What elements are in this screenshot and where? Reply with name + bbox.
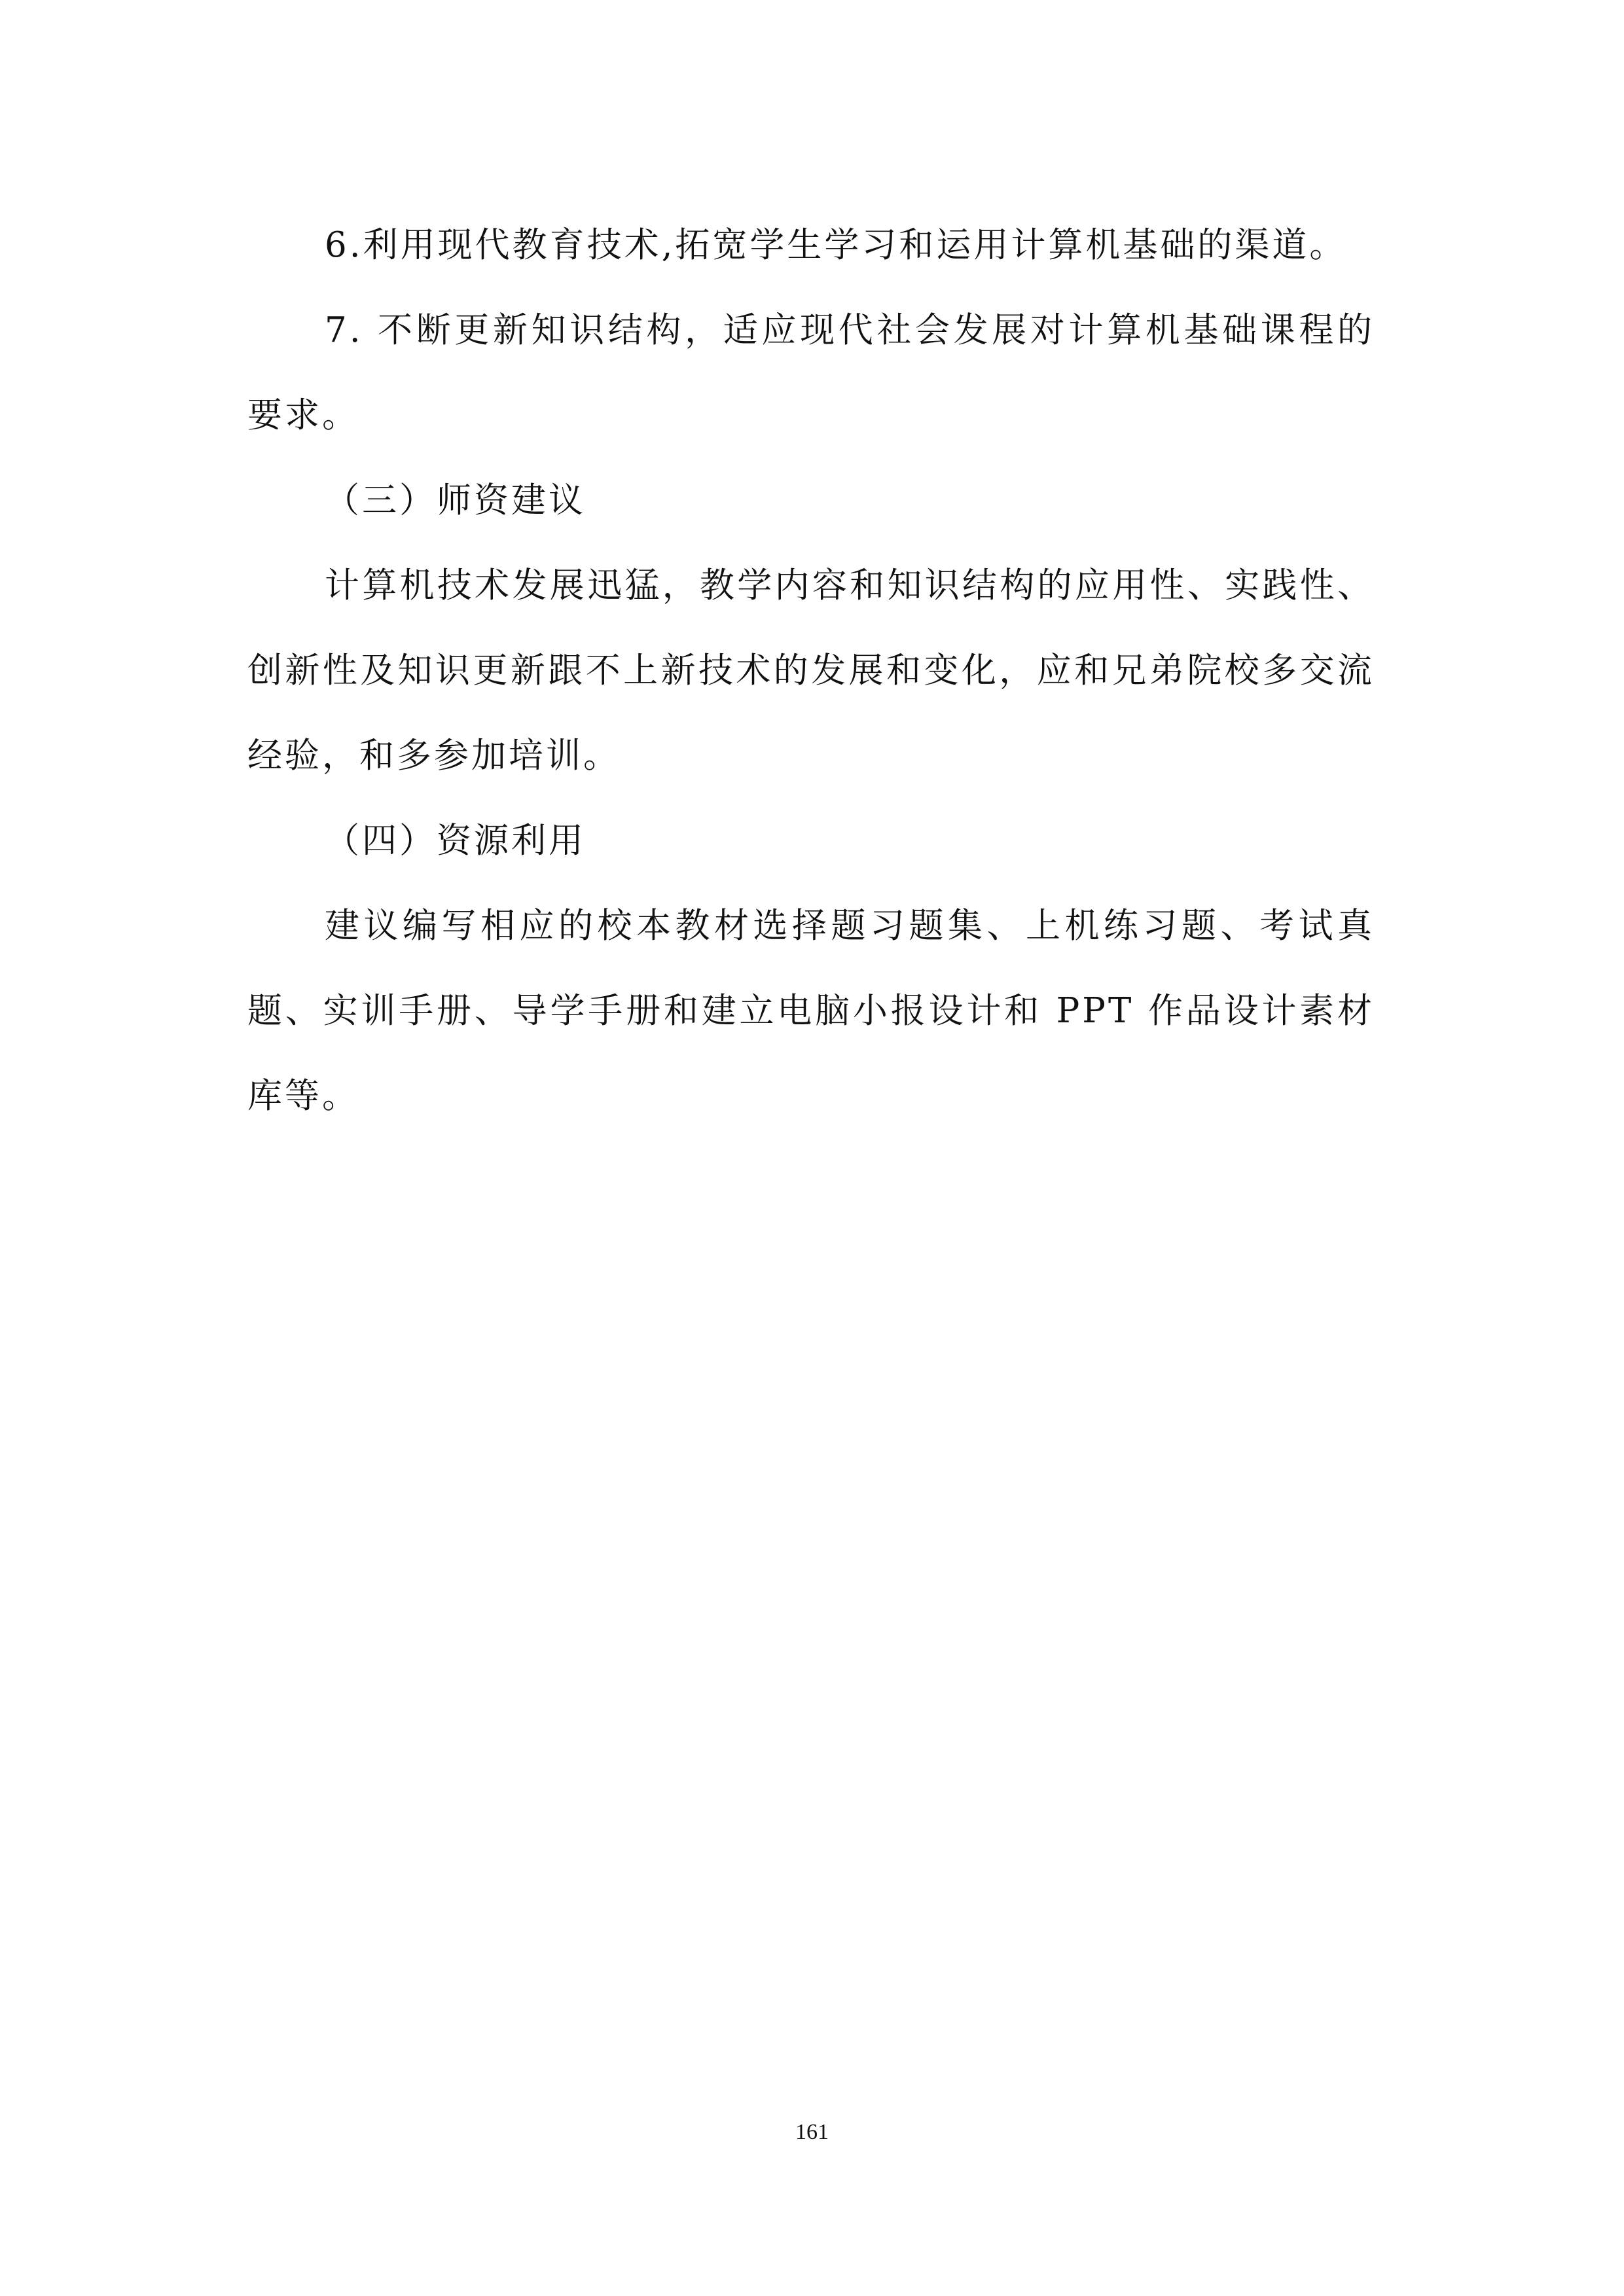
paragraph-resources: 建议编写相应的校本教材选择题习题集、上机练习题、考试真题、实训手册、导学手册和建立电脑小报设计和 PPT 作品设计素材库等。 [247,906,1375,1116]
paragraph-faculty: 计算机技术发展迅猛，教学内容和知识结构的应用性、实践性、创新性及知识更新跟不上新技术的发展和变化，应和兄弟院校多交流经验，和多参加培训。 [247,565,1375,776]
page-number: 161 [795,2120,829,2144]
paragraph-item-7: 7. 不断更新知识结构，适应现代社会发展对计算机基础课程的要求。 [247,310,1375,435]
section-heading-faculty: （三）师资建议 [325,480,586,520]
document-body [247,203,1375,1139]
section-heading-resources: （四）资源利用 [325,821,586,861]
paragraph-item-6: 6.利用现代教育技术,拓宽学生学习和运用计算机基础的渠道。 [325,225,1347,265]
